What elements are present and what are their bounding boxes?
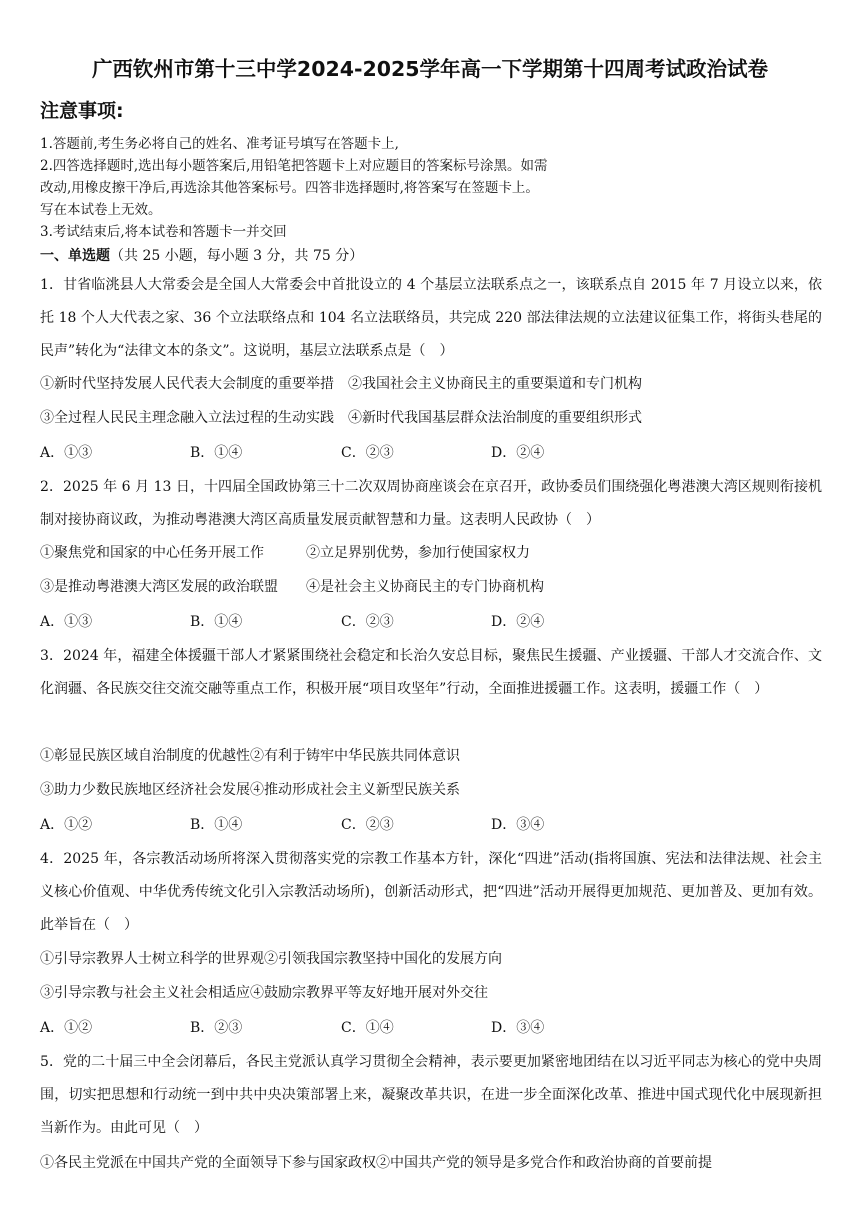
choice-b: B．①④ — [190, 817, 243, 833]
question-option: ①各民主党派在中国共产党的全面领导下参与国家政权②中国共产党的领导是多党合作和政治协商的首要前提 — [40, 1155, 712, 1171]
choice-a: A．①③ — [40, 614, 93, 630]
choice-a: A．①③ — [40, 445, 93, 461]
question-stem: 1．甘省临洮县人大常委会是全国人大常委会中首批设立的 4 个基层立法联系点之一，该联系点自 2015 年 7 月设立以来，依托 18 个人大代表之家、36 个立法联络点和 104 名立法联络员，共完成 220 部法律法规的立法建议征集工作，将街头巷尾的民声”转化为“法律文本的条文”。这说明，基层立法联系点是（ ） — [40, 277, 822, 359]
question-option: ③是推动粤港澳大湾区发展的政治联盟 ④是社会主义协商民主的专门协商机构 — [40, 579, 544, 595]
question-stem: 5．党的二十届三中全会闭幕后，各民主党派认真学习贯彻全会精神，表示要更加紧密地团结在以习近平同志为核心的党中央周围，切实把思想和行动统一到中共中央决策部署上来，凝聚改革共识，在进一步全面深化改革、推进中国式现代化中展现新担当新作为。由此可见（ ） — [40, 1054, 822, 1136]
choice-b: B．②③ — [190, 1020, 243, 1036]
choice-d: D．③④ — [491, 1020, 545, 1036]
choice-b: B．①④ — [190, 445, 243, 461]
section-label: 一、单选题 — [40, 248, 110, 264]
choice-d: D．②④ — [491, 445, 545, 461]
question-option: ③引导宗教与社会主义社会相适应④鼓励宗教界平等友好地开展对外交往 — [40, 985, 488, 1001]
question-stem: 3．2024 年，福建全体援疆干部人才紧紧围绕社会稳定和长治久安总目标，聚焦民生援疆、产业援疆、干部人才交流合作、文化润疆、各民族交往交流交融等重点工作，积极开展“项目攻坚年”行动，全面推进援疆工作。这表明，援疆工作（ ） — [40, 648, 822, 697]
choice-a: A．①② — [40, 817, 93, 833]
choice-c: C．②③ — [341, 614, 394, 630]
page-title: 广西钦州市第十三中学2024-2025学年高一下学期第十四周考试政治试卷 — [91, 57, 769, 81]
notice-line: 1.答题前,考生务必将自己的姓名、准考证号填写在答题卡上, — [40, 136, 399, 152]
notice-line: 2.四答选择题时,选出每小题答案后,用铅笔把答题卡上对应题目的答案标号涂黑。如需 — [40, 158, 548, 174]
question-option: ①彰显民族区域自治制度的优越性②有利于铸牢中华民族共同体意识 — [40, 748, 460, 764]
question-option: ①聚焦党和国家的中心任务开展工作 ②立足界别优势，参加行使国家权力 — [40, 545, 530, 561]
choice-c: C．②③ — [341, 817, 394, 833]
question-option: ③全过程人民民主理念融入立法过程的生动实践 ④新时代我国基层群众法治制度的重要组织形式 — [40, 410, 642, 426]
section-description: （共 25 小题，每小题 3 分，共 75 分） — [110, 248, 364, 264]
notice-heading: 注意事项: — [40, 100, 124, 122]
choice-c: C．②③ — [341, 445, 394, 461]
choice-c: C．①④ — [341, 1020, 394, 1036]
question-stem: 4．2025 年，各宗教活动场所将深入贯彻落实党的宗教工作基本方针，深化“四进”活动(指将国旗、宪法和法律法规、社会主义核心价值观、中华优秀传统文化引入宗教活动场所)，创新活动形式，把“四进”活动开展得更加规范、更加普及、更加有效。此举旨在（ ） — [40, 851, 822, 933]
question-option: ①引导宗教界人士树立科学的世界观②引领我国宗教坚持中国化的发展方向 — [40, 951, 502, 967]
notice-line: 3.考试结束后,将本试卷和答题卡一并交回 — [40, 224, 287, 240]
question-stem: 2．2025 年 6 月 13 日，十四届全国政协第三十二次双周协商座谈会在京召开，政协委员们围绕强化粤港澳大湾区规则衔接机制对接协商议政，为推动粤港澳大湾区高质量发展贡献智慧和力量。这表明人民政协（ ） — [40, 479, 822, 528]
question-option: ③助力少数民族地区经济社会发展④推动形成社会主义新型民族关系 — [40, 782, 460, 798]
choice-a: A．①② — [40, 1020, 93, 1036]
notice-line: 写在本试卷上无效。 — [40, 202, 162, 218]
choice-d: D．③④ — [491, 817, 545, 833]
choice-d: D．②④ — [491, 614, 545, 630]
notice-line: 改动,用橡皮擦干净后,再选涂其他答案标号。四答非选择题时,将答案写在签题卡上。 — [40, 180, 539, 196]
choice-b: B．①④ — [190, 614, 243, 630]
section-heading — [40, 246, 363, 266]
question-option: ①新时代坚持发展人民代表大会制度的重要举措 ②我国社会主义协商民主的重要渠道和专门机构 — [40, 376, 642, 392]
